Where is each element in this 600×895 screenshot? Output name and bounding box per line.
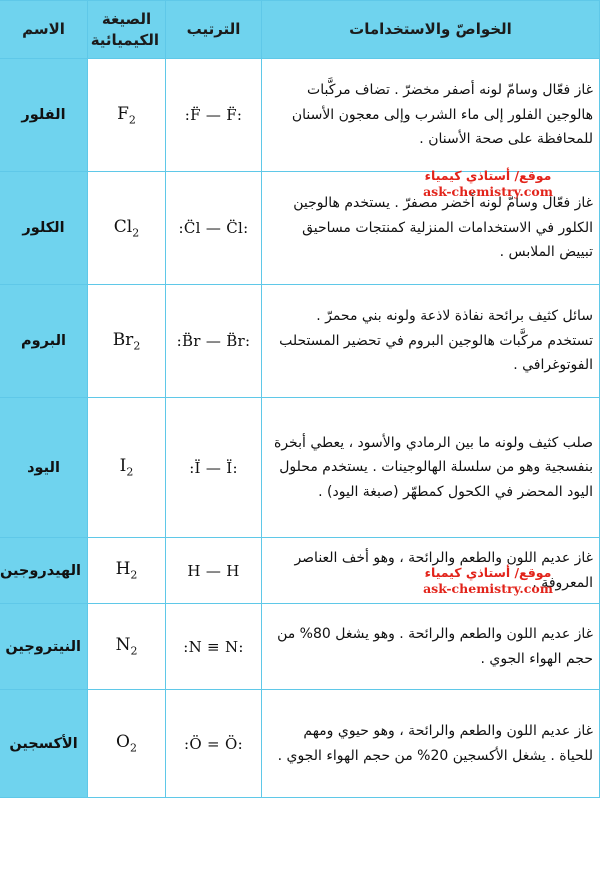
row-properties: غاز فعّال وسامّ لونه أصفر مخضرّ . تضاف مركَّبات هالوجين الفلور إلى ماء الشرب وإلى معجون الأسنان للمحافظة على صحة الأسنان .: [262, 59, 600, 172]
watermark-url: ask-chemistry.com: [423, 580, 553, 596]
row-name: الأكسجين: [0, 690, 88, 798]
row-lewis-structure: :C̈l — C̈l:: [166, 172, 262, 285]
formula-symbol: H: [115, 559, 131, 580]
formula-symbol: N: [115, 635, 131, 656]
row-properties: سائل كثيف برائحة نفاذة لاذعة ولونه بني محمرّ . تستخدم مركَّبات هالوجين البروم في تحضير المستحلب الفوتوغرافي .: [262, 285, 600, 398]
table-row: [0, 604, 600, 690]
formula-symbol: O: [116, 732, 130, 753]
table-row: [0, 690, 600, 798]
formula-symbol: Br: [112, 329, 134, 350]
row-lewis-structure: :Ï — Ï:: [166, 398, 262, 538]
table-row: [0, 59, 600, 172]
row-lewis-structure: :N ≡ N:: [166, 604, 262, 690]
table-body: [0, 59, 600, 798]
table-row: [0, 398, 600, 538]
row-lewis-structure: :Ö = Ö:: [166, 690, 262, 798]
header-formula-line1: الصيغة: [101, 10, 152, 29]
formula-symbol: F: [117, 103, 129, 124]
header-formula-line2: الكيميائية: [90, 30, 159, 49]
formula-subscript: 2: [132, 226, 140, 240]
row-name: اليود: [0, 398, 88, 538]
table-row: [0, 285, 600, 398]
row-formula: [88, 398, 166, 538]
row-properties: صلب كثيف ولونه ما بين الرمادي والأسود ، يعطي أبخرة بنفسجية وهو من سلسلة الهالوجينات . يستخدم محلول اليود المحضر في الكحول كمطهّر (صبغة اليود) .: [262, 398, 600, 538]
formula-subscript: 2: [130, 568, 138, 582]
formula-subscript: 2: [126, 465, 134, 479]
row-properties: غاز عديم اللون والطعم والرائحة ، وهو أخف العناصر المعروفة .: [262, 538, 600, 604]
header-name: الاسم: [0, 1, 88, 59]
row-properties: غاز عديم اللون والطعم والرائحة ، وهو حيوي ومهم للحياة . يشغل الأكسجين 20% من حجم الهواء الجوي .: [262, 690, 600, 798]
row-formula: [88, 690, 166, 798]
formula-subscript: 2: [129, 741, 137, 755]
row-formula: [88, 604, 166, 690]
header-row: [0, 1, 600, 59]
watermark-arabic-text: موقع/ أستاذي كيمياء: [424, 565, 552, 580]
header-formula: [88, 1, 166, 59]
table-header: [0, 1, 600, 59]
row-formula: [88, 59, 166, 172]
row-formula: [88, 285, 166, 398]
table-row: [0, 172, 600, 285]
row-name: الهيدروجين: [0, 538, 88, 604]
formula-subscript: 2: [133, 339, 141, 353]
row-name: الفلور: [0, 59, 88, 172]
formula-symbol: I: [119, 456, 127, 477]
header-properties: الخواصّ والاستخدامات: [262, 1, 600, 59]
row-properties: غاز عديم اللون والطعم والرائحة . وهو يشغل 80% من حجم الهواء الجوي .: [262, 604, 600, 690]
row-name: الكلور: [0, 172, 88, 285]
row-lewis-structure: H — H: [166, 538, 262, 604]
row-formula: [88, 538, 166, 604]
row-name: النيتروجين: [0, 604, 88, 690]
row-lewis-structure: :F̈ — F̈:: [166, 59, 262, 172]
watermark-arabic-text: موقع/ أستاذي كيمياء: [424, 168, 552, 183]
row-formula: [88, 172, 166, 285]
header-order: الترتيب: [166, 1, 262, 59]
row-lewis-structure: :B̈r — B̈r:: [166, 285, 262, 398]
row-name: البروم: [0, 285, 88, 398]
formula-subscript: 2: [130, 644, 138, 658]
watermark-url: ask-chemistry.com: [423, 183, 553, 199]
row-properties: غاز فعّال وسامّ لونه أخضر مصفرّ . يستخدم هالوجين الكلور في الاستخدامات المنزلية كمنتجات مساحيق تبييض الملابس .: [262, 172, 600, 285]
formula-symbol: Cl: [113, 216, 133, 237]
formula-subscript: 2: [128, 113, 136, 127]
table-row: [0, 538, 600, 604]
